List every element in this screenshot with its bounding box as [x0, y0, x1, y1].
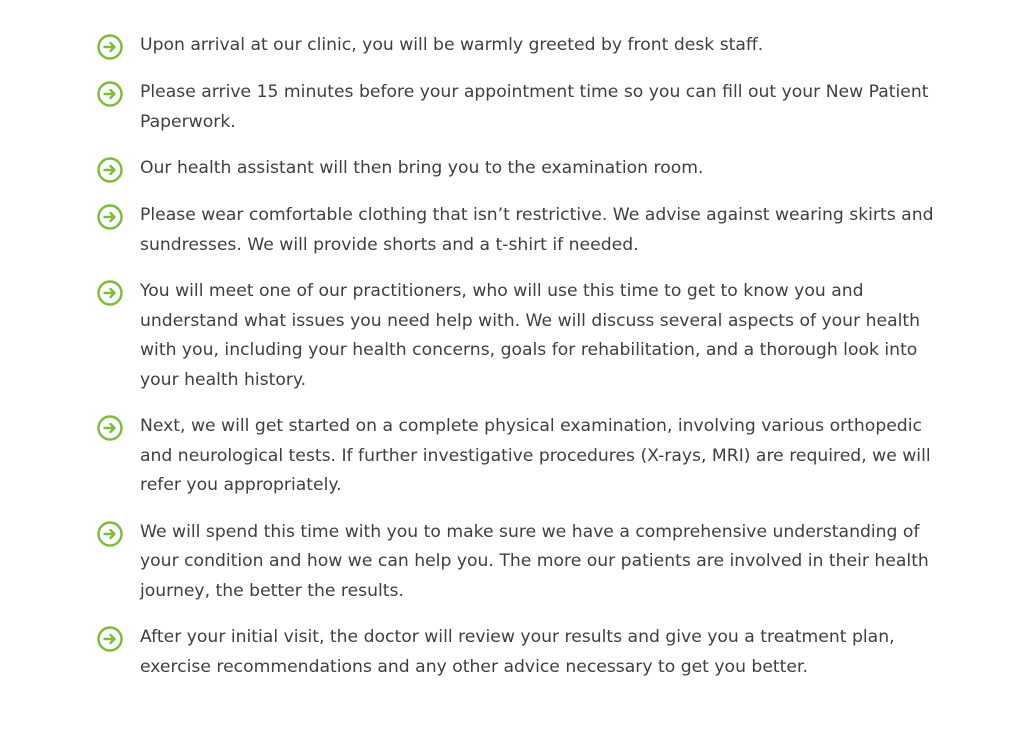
arrow-circle-right-icon	[96, 156, 124, 184]
arrow-circle-right-icon	[96, 520, 124, 548]
list-item-text: Please wear comfortable clothing that isn’t restrictive. We advise against wearing skirts and sundresses. We will provide shorts and a t-shirt if needed.	[140, 205, 934, 255]
list-item-text: Upon arrival at our clinic, you will be warmly greeted by front desk staff.	[140, 35, 764, 55]
arrow-circle-right-icon	[96, 80, 124, 108]
arrow-circle-right-icon	[96, 203, 124, 231]
list-item	[96, 78, 956, 137]
list-item-text: Please arrive 15 minutes before your appointment time so you can fill out your New Patient Paperwork.	[140, 82, 929, 132]
list-item-text: You will meet one of our practitioners, who will use this time to get to know you and understand what issues you need help with. We will discuss several aspects of your health with you, including your health concerns, goals for rehabilitation, and a thorough look into your health history.	[140, 281, 921, 390]
list-item	[96, 31, 956, 61]
arrow-circle-right-icon	[96, 625, 124, 653]
arrow-circle-right-icon	[96, 33, 124, 61]
list-item-text: Our health assistant will then bring you to the examination room.	[140, 158, 704, 178]
list-item	[96, 623, 956, 682]
list-item-text: We will spend this time with you to make sure we have a comprehensive understanding of your condition and how we can help you. The more our patients are involved in their health journey, the better the results.	[140, 521, 929, 601]
list-item-text: Next, we will get started on a complete physical examination, involving various orthopedic and neurological tests. If further investigative procedures (X-rays, MRI) are required, we will refer you appropriately.	[140, 416, 931, 495]
list-item-text: After your initial visit, the doctor will review your results and give you a treatment plan, exercise recommendations and any other advice necessary to get you better.	[140, 627, 895, 677]
visit-steps-list	[96, 31, 956, 699]
arrow-circle-right-icon	[96, 414, 124, 442]
list-item	[96, 412, 956, 501]
list-item	[96, 154, 956, 184]
list-item	[96, 201, 956, 260]
list-item	[96, 518, 956, 607]
arrow-circle-right-icon	[96, 279, 124, 307]
list-item	[96, 277, 956, 395]
